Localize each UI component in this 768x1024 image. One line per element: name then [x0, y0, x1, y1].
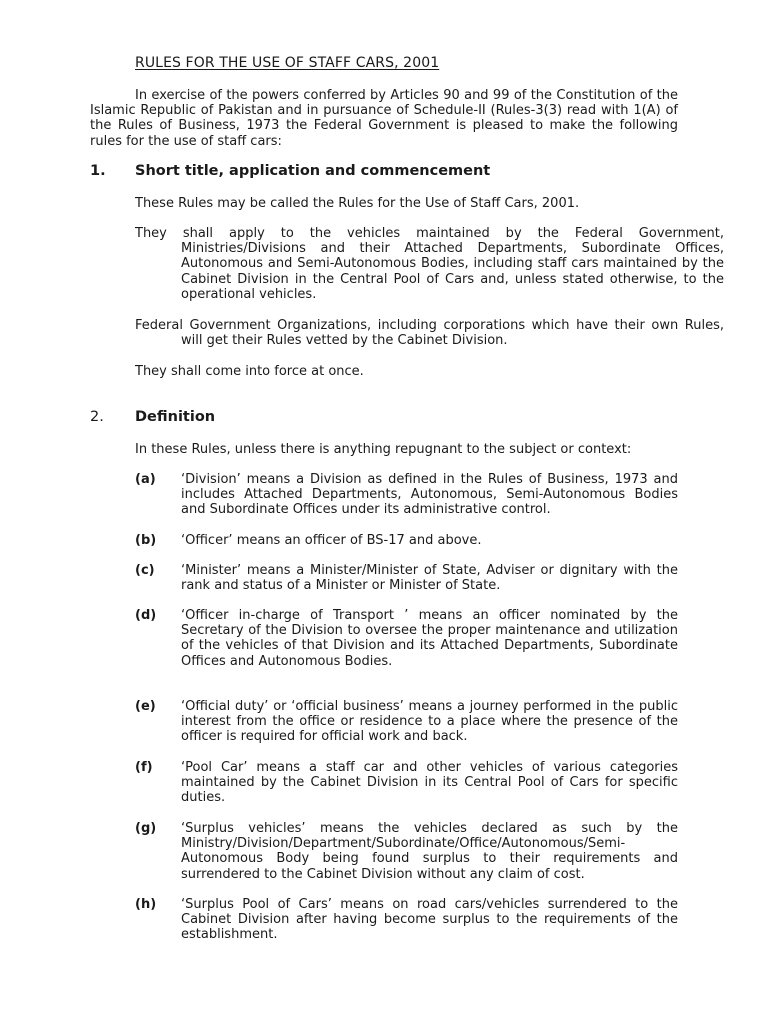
section-1-number: 1. [90, 163, 106, 179]
definition-item [135, 760, 678, 806]
definition-label: (d) [135, 608, 157, 623]
definition-item [135, 821, 678, 882]
definition-item [135, 563, 678, 593]
definition-label: (a) [135, 472, 156, 487]
definition-text: ‘Surplus Pool of Cars’ means on road cars/vehicles surrendered to the Cabinet Division after having become surplus to the requirements of the establishment. [181, 897, 678, 943]
definition-label: (g) [135, 821, 157, 836]
section-2-lead: In these Rules, unless there is anything repugnant to the subject or context: [135, 442, 632, 457]
definition-label: (h) [135, 897, 157, 912]
intro-paragraph: In exercise of the powers conferred by Articles 90 and 99 of the Constitution of the Islamic Republic of Pakistan and in pursuance of Schedule-II (Rules-3(3) read with 1(A) of the Rules of Business, 1973 the Federal Government is pleased to make the following rules for the use of staff cars: [90, 88, 678, 149]
definition-text: ‘Officer in-charge of Transport ’ means an officer nominated by the Secretary of the Division to oversee the proper maintenance and utilization of the vehicles of that Division and its Attached Departments, Subordinate Offices and Autonomous Bodies. [181, 608, 678, 669]
section-1-title: Short title, application and commencement [135, 163, 491, 179]
definition-text: ‘Pool Car’ means a staff car and other vehicles of various categories maintained by the Cabinet Division in its Central Pool of Cars for specific duties. [181, 760, 678, 806]
section-1-paragraph-4: They shall come into force at once. [135, 364, 364, 379]
section-2-heading [90, 410, 690, 425]
section-1-paragraph-1: These Rules may be called the Rules for the Use of Staff Cars, 2001. [135, 196, 580, 211]
definition-item [135, 533, 678, 548]
definition-text: ‘Minister’ means a Minister/Minister of State, Adviser or dignitary with the rank and status of a Minister or Minister of State. [181, 563, 678, 594]
section-1-paragraph-3: Federal Government Organizations, including corporations which have their own Rules, will get their Rules vetted by the Cabinet Division. [135, 318, 724, 349]
definition-text: ‘Officer’ means an officer of BS-17 and above. [181, 533, 482, 548]
definition-label: (f) [135, 760, 153, 775]
definition-item [135, 699, 678, 745]
definition-item [135, 472, 678, 518]
definition-text: ‘Official duty’ or ‘official business’ means a journey performed in the public interest from the office or residence to a place where the presence of the officer is required for official work and back. [181, 699, 678, 745]
definition-label: (e) [135, 699, 156, 714]
definition-text: ‘Division’ means a Division as defined in the Rules of Business, 1973 and includes Attached Departments, Autonomous, Semi-Autonomous Bodies and Subordinate Offices under its administrative control. [181, 472, 678, 518]
definition-label: (c) [135, 563, 155, 578]
definition-text: ‘Surplus vehicles’ means the vehicles declared as such by the Ministry/Division/Department/Subordinate/Office/Autonomous/Semi-Autonomous Body being found surplus to their requirements and surrendered to the Cabinet Division without any claim of cost. [181, 821, 678, 882]
section-2-title: Definition [135, 409, 216, 425]
section-1-paragraph-2: They shall apply to the vehicles maintained by the Federal Government, Ministries/Divisions and their Attached Departments, Subordinate Offices, Autonomous and Semi-Autonomous Bodies, including staff cars maintained by the Cabinet Division in the Central Pool of Cars and, unless stated otherwise, to the operational vehicles. [135, 226, 724, 302]
section-2-number: 2. [90, 409, 104, 425]
definition-item [135, 608, 678, 669]
document-title: RULES FOR THE USE OF STAFF CARS, 2001 [135, 55, 440, 71]
definition-item [135, 897, 678, 943]
definition-label: (b) [135, 533, 157, 548]
section-1-heading [90, 164, 690, 179]
